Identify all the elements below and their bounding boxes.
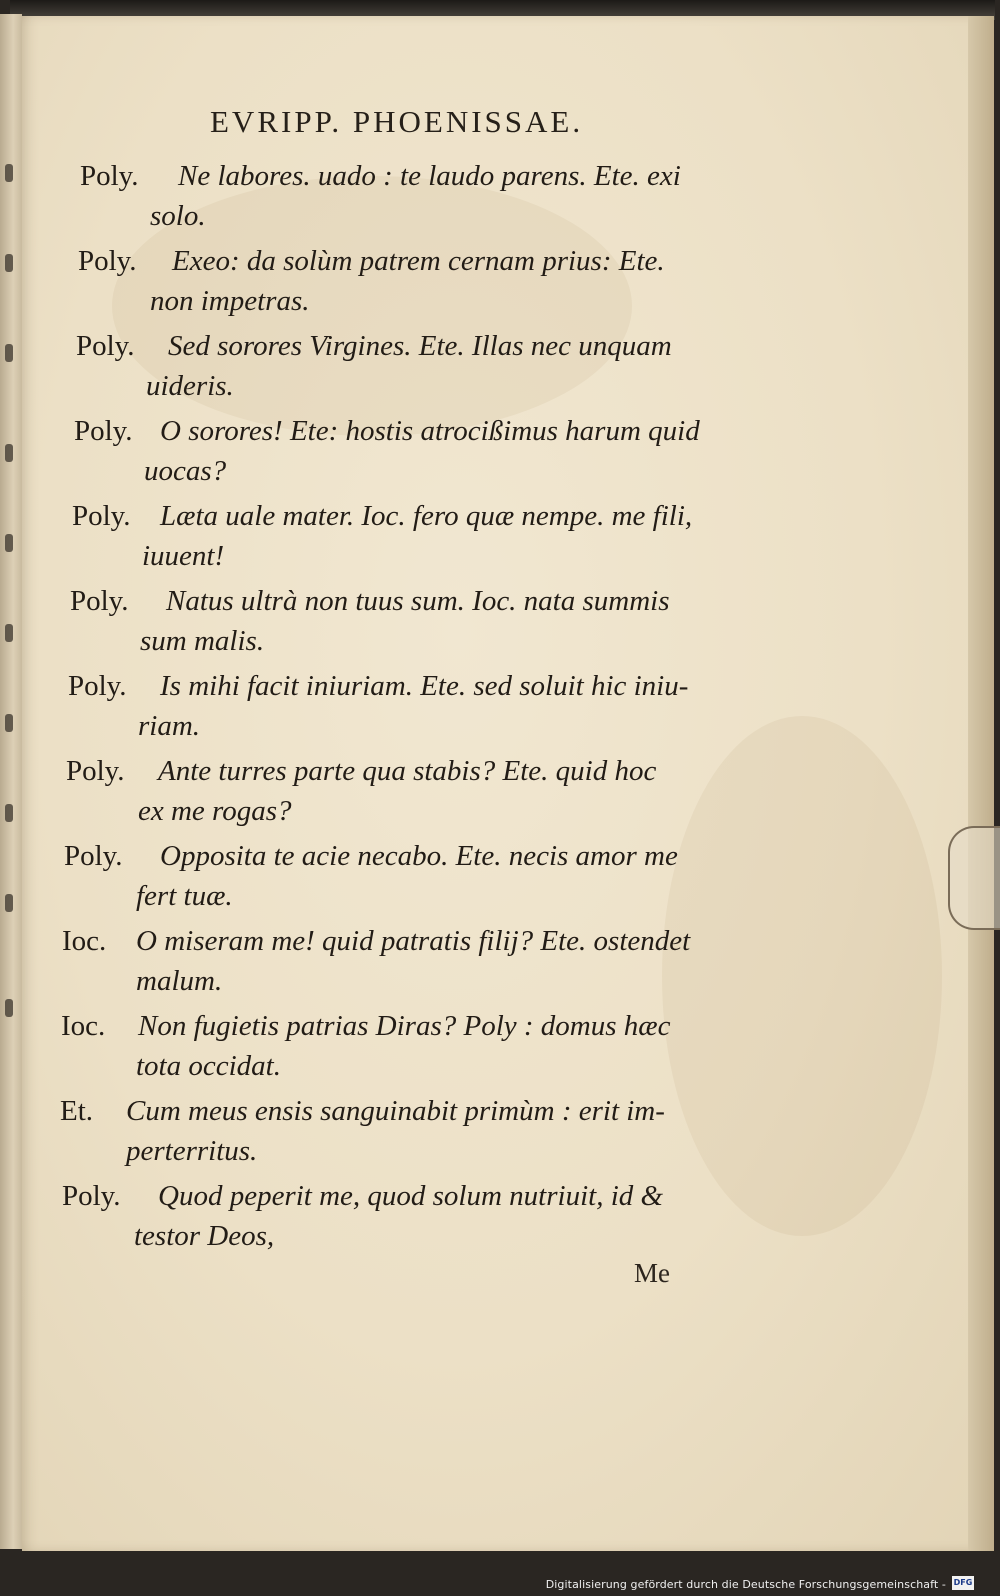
verse-line: Sed sorores Virgines. Ete. Illas nec unquam [168, 330, 672, 362]
page-fore-edge [968, 16, 994, 1551]
verse-continuation: testor Deos, [134, 1220, 275, 1252]
speaker-label: Poly. [64, 840, 123, 872]
bleed-through-stain [662, 716, 942, 1236]
verse-line: Ne labores. uado : te laudo parens. Ete. exi [178, 160, 681, 192]
verse-line: Cum meus ensis sanguinabit primùm : erit im- [126, 1095, 665, 1127]
digitization-credit: Digitalisierung gefördert durch die Deutsche Forschungsgemeinschaft - [545, 1578, 946, 1591]
verse-line: Quod peperit me, quod solum nutriuit, id & [158, 1180, 664, 1212]
speaker-label: Poly. [70, 585, 129, 617]
verse-line: O miseram me! quid patratis filij? Ete. ostendet [136, 925, 691, 957]
verse-continuation: malum. [136, 965, 223, 997]
speaker-label: Poly. [80, 160, 139, 192]
verse-line: Læta uale mater. Ioc. fero quæ nempe. me fili, [160, 500, 693, 532]
catchword: Me [634, 1258, 670, 1288]
facing-page-glyph [5, 999, 13, 1017]
facing-page-glyph [5, 714, 13, 732]
verse-line: Opposita te acie necabo. Ete. necis amor me [160, 840, 678, 872]
facing-page-glyph [5, 624, 13, 642]
page-clip [948, 826, 1000, 930]
verse-continuation: fert tuæ. [136, 880, 233, 912]
verse-line: O sorores! Ete: hostis atrocißimus harum quid [160, 415, 700, 447]
speaker-label: Poly. [78, 245, 137, 277]
verse-continuation: solo. [150, 200, 206, 232]
verse-continuation: ex me rogas? [138, 795, 292, 827]
verse-continuation: sum malis. [140, 625, 265, 657]
verse-continuation: uocas? [144, 455, 227, 487]
verse-continuation: non impetras. [150, 285, 310, 317]
speaker-label: Ioc. [62, 925, 107, 957]
facing-page-glyph [5, 444, 13, 462]
verse-continuation: perterritus. [126, 1135, 258, 1167]
facing-page-glyph [5, 344, 13, 362]
facing-page-glyph [5, 804, 13, 822]
verse-line: Non fugietis patrias Diras? Poly : domus hæc [138, 1010, 671, 1042]
facing-page-glyph [5, 164, 13, 182]
verse-continuation: riam. [138, 710, 201, 742]
speaker-label: Poly. [76, 330, 135, 362]
speaker-label: Et. [60, 1095, 94, 1127]
facing-page-glyph [5, 254, 13, 272]
facing-page-edge [0, 14, 22, 1549]
verse-line: Is mihi facit iniuriam. Ete. sed soluit hic iniu- [160, 670, 689, 702]
facing-page-glyph [5, 894, 13, 912]
verse-line: Exeo: da solùm patrem cernam prius: Ete. [172, 245, 665, 277]
speaker-label: Poly. [72, 500, 131, 532]
verse-continuation: iuuent! [142, 540, 225, 572]
dfg-logo: DFG [952, 1576, 974, 1590]
speaker-label: Poly. [74, 415, 133, 447]
verse-line: Ante turres parte qua stabis? Ete. quid hoc [158, 755, 657, 787]
running-head: EVRIPP. PHOENISSAE. [210, 104, 584, 139]
speaker-label: Ioc. [61, 1010, 106, 1042]
verse-continuation: uideris. [146, 370, 234, 402]
verse-continuation: tota occidat. [136, 1050, 281, 1082]
verse-line: Natus ultrà non tuus sum. Ioc. nata summis [166, 585, 670, 617]
speaker-label: Poly. [66, 755, 125, 787]
speaker-label: Poly. [62, 1180, 121, 1212]
facing-page-glyph [5, 534, 13, 552]
speaker-label: Poly. [68, 670, 127, 702]
